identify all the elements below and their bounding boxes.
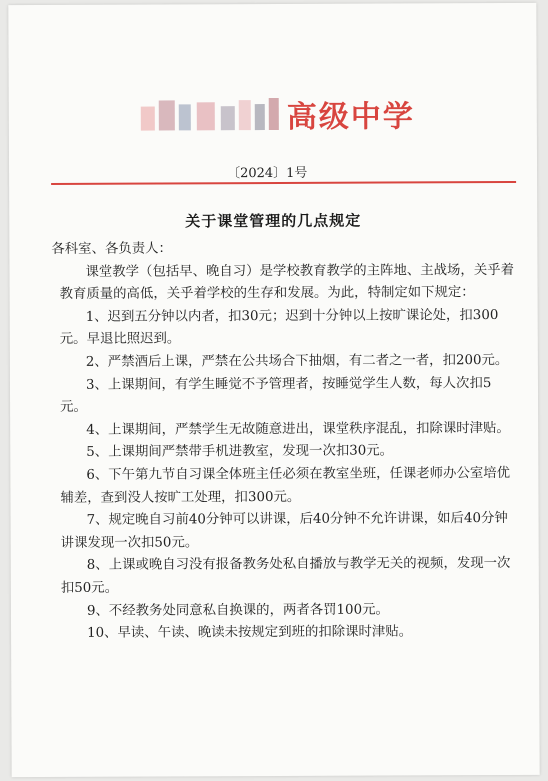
rule-item: 3、上课期间，有学生睡觉不予管理者，按睡觉学生人数，每人次扣5元。 xyxy=(60,375,492,416)
rule-item: 2、严禁酒后上课，严禁在公共场合下抽烟，有二者之一者，扣200元。 xyxy=(85,352,509,370)
mosaic-block xyxy=(197,102,215,130)
mosaic-block xyxy=(141,107,155,131)
mosaic-block xyxy=(239,100,251,130)
document-number: 〔2024〕1号 xyxy=(227,165,308,182)
rule-item: 9、不经教务处同意私自换课的，两者各罚100元。 xyxy=(86,602,389,619)
letterhead xyxy=(9,89,537,141)
salutation: 各科室、各负责人： xyxy=(51,241,172,257)
mosaic-block xyxy=(179,104,191,130)
document-title: 关于课堂管理的几点规定 xyxy=(185,211,362,231)
mosaic-block xyxy=(269,98,279,130)
mosaic-block xyxy=(221,106,235,130)
rule-item: 8、上课或晚自习没有报备教务处私自播放与教学无关的视频，发现一次扣50元。 xyxy=(60,556,511,596)
rule-item: 6、下午第九节自习课全体班主任必须在教室坐班，任课老师办公室培优辅差，查到没人按旷工处理，扣300元。 xyxy=(60,465,511,506)
rule-item: 5、上课期间严禁带手机进教室，发现一次扣30元。 xyxy=(86,443,394,461)
document-body xyxy=(51,237,517,646)
school-name-suffix: 高级中学 xyxy=(286,99,415,135)
rule-item: 4、上课期间，严禁学生无故随意进出，课堂秩序混乱，扣除课时津贴。 xyxy=(86,420,510,438)
red-divider-line xyxy=(51,181,516,185)
rule-item: 7、规定晚自习前40分钟可以讲课，后40分钟不允许讲课，如后40分钟讲课发现一次扣50元。 xyxy=(60,511,508,551)
redacted-school-name xyxy=(137,96,282,135)
mosaic-block xyxy=(255,104,265,130)
document-page xyxy=(8,3,539,777)
mosaic-block xyxy=(159,100,175,130)
rule-item: 10、早读、午读、晚读未按规定到班的扣除课时津贴。 xyxy=(87,624,413,641)
rule-item: 1、迟到五分钟以内者，扣30元；迟到十分钟以上按旷课论处，扣300元。早退比照迟到。 xyxy=(59,307,499,348)
intro-paragraph: 课堂教学（包括早、晚自习）是学校教育教学的主阵地、主战场，关乎着教育质量的高低，关乎着学校的生存和发展。为此，特制定如下规定： xyxy=(59,262,515,303)
